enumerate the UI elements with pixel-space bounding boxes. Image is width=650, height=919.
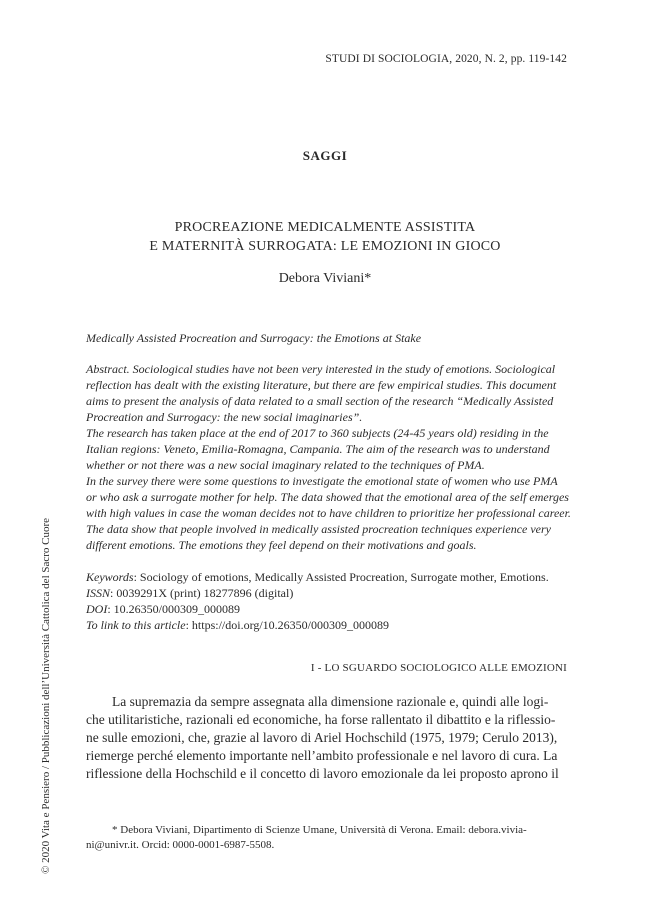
abstract-line: Italian regions: Veneto, Emilia-Romagna, Campania. The aim of the research was to understand [86,442,550,456]
issn-value: : 0039291X (print) 18277896 (digital) [110,586,294,600]
abstract-line: The research has taken place at the end of 2017 to 360 subjects (24-45 years old) residing in the [86,426,549,440]
keywords-value: : Sociology of emotions, Medically Assisted Procreation, Surrogate mother, Emotions. [133,570,549,584]
issn-label: ISSN [86,586,110,600]
section-label: SAGGI [302,148,348,163]
abstract-line: In the survey there were some questions to investigate the emotional state of women who use PMA [86,474,558,488]
abstract-line: The data show that people involved in medically assisted procreation techniques experience very [86,522,551,536]
author-name: Debora Viviani* [278,271,372,286]
keywords-line [86,569,549,585]
english-title: Medically Assisted Procreation and Surrogacy: the Emotions at Stake [86,331,422,345]
abstract-line: Abstract. Sociological studies have not been very interested in the study of emotions. Sociological [86,362,556,376]
running-head: STUDI DI SOCIOLOGIA, 2020, N. 2, pp. 119-142 [325,53,567,65]
abstract-line: Procreation and Surrogacy: the new social imaginaries”. [86,410,363,424]
abstract-line: aims to present the analysis of data related to a small section of the research “Medically Assisted [86,394,554,408]
abstract-line: reflection has dealt with the existing literature, but there are few empirical studies. This document [86,378,557,392]
section-heading: I - LO SGUARDO SOCIOLOGICO ALLE EMOZIONI [310,662,567,674]
abstract-line: different emotions. The emotions they feel depend on their motivations and goals. [86,538,477,552]
side-copyright: © 2020 Vita e Pensiero / Pubblicazioni dell’Università Cattolica del Sacro Cuore [40,517,52,874]
body-line: che utilitaristiche, razionali ed economiche, ha forse rallentato il dibattito e la riflessio- [86,712,556,727]
abstract-line: with high values in case the woman decides not to have children to prioritize her professional career. [86,506,571,520]
body-line: riemerge perché elemento importante nell’ambito professionale e nel lavoro di cura. La [86,748,558,763]
abstract-line: whether or not there was a new social imaginary related to the techniques of PMA. [86,458,485,472]
doi-label: DOI [86,602,108,616]
article-link-value: : https://doi.org/10.26350/000309_000089 [185,618,390,632]
footnote-line: ni@univr.it. Orcid: 0000-0001-6987-5508. [86,839,275,851]
doi-value: : 10.26350/000309_000089 [107,602,240,616]
article-title-line-2: E MATERNITÀ SURROGATA: LE EMOZIONI IN GIOCO [149,239,501,254]
body-line: riflessione della Hochschild e il concetto di lavoro emozionale da lei proposto aprono il [86,766,559,781]
keywords-label: Keywords [86,570,134,584]
article-link-label: To link to this article [86,618,186,632]
body-line: La supremazia da sempre assegnata alla dimensione razionale e, quindi alle logi- [112,694,549,709]
abstract-line: or who ask a surrogate mother for help. The data showed that the emotional area of the self emerges [86,490,569,504]
article-link-line [86,617,389,633]
doi-line [86,601,240,617]
issn-line [86,585,293,601]
article-title-line-1: PROCREAZIONE MEDICALMENTE ASSISTITA [174,220,476,235]
footnote-line: * Debora Viviani, Dipartimento di Scienze Umane, Università di Verona. Email: debora.vivia- [112,824,527,836]
body-line: ne sulle emozioni, che, grazie al lavoro di Ariel Hochschild (1975, 1979; Cerulo 2013), [86,730,558,745]
